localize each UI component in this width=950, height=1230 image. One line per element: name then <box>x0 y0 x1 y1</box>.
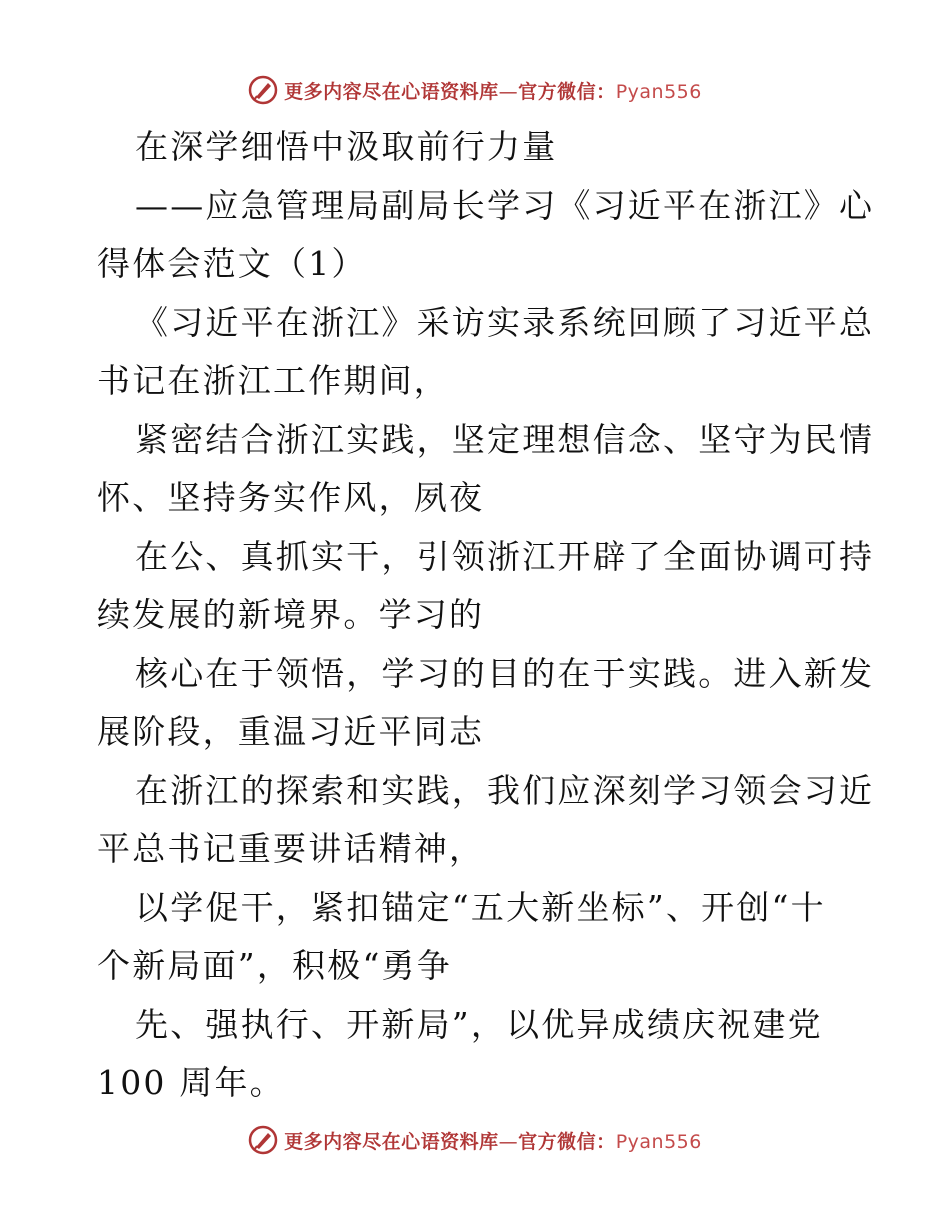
paragraph-line: 平总书记重要讲话精神， <box>97 829 485 868</box>
header-watermark <box>0 70 950 110</box>
paragraph-line: 在浙江的探索和实践，我们应深刻学习领会习近 <box>135 770 875 810</box>
watermark-official: 官方微信： <box>518 1130 616 1153</box>
watermark-main: 更多内容尽在心语资料库 <box>284 80 499 103</box>
paragraph-line: 《习近平在浙江》采访实录系统回顾了习近平总 <box>135 302 875 342</box>
paragraph-line: 书记在浙江工作期间， <box>97 361 449 400</box>
watermark-account: Pyan556 <box>615 1130 702 1153</box>
paragraph-line: 怀、坚持务实作风，夙夜 <box>97 478 485 517</box>
watermark-main: 更多内容尽在心语资料库 <box>284 1130 499 1153</box>
watermark-text <box>284 1127 702 1154</box>
watermark-separator: — <box>498 80 519 103</box>
paragraph-line: 以学促干，紧扣锚定“五大新坐标”、开创“十 <box>135 887 826 927</box>
document-body <box>97 118 875 1113</box>
quill-pen-circle-icon <box>248 1125 278 1155</box>
paragraph-line: 展阶段，重温习近平同志 <box>97 712 485 751</box>
document-subtitle-line: ——应急管理局副局长学习《习近平在浙江》心 <box>135 185 875 225</box>
footer-watermark <box>0 1120 950 1160</box>
watermark-separator: — <box>498 1130 519 1153</box>
document-subtitle-line: 得体会范文（1） <box>97 244 367 283</box>
paragraph-line: 核心在于领悟，学习的目的在于实践。进入新发 <box>135 653 875 693</box>
watermark-account: Pyan556 <box>615 80 702 103</box>
quill-pen-circle-icon <box>248 75 278 105</box>
watermark-official: 官方微信： <box>518 80 616 103</box>
paragraph-line: 100 周年。 <box>97 1063 285 1102</box>
document-title: 在深学细悟中汲取前行力量 <box>135 127 558 166</box>
paragraph-line: 续发展的新境界。学习的 <box>97 595 485 634</box>
paragraph-line: 个新局面”，积极“勇争 <box>97 946 452 985</box>
paragraph-line: 先、强执行、开新局”，以优异成绩庆祝建党 <box>135 1004 823 1044</box>
paragraph-line: 紧密结合浙江实践，坚定理想信念、坚守为民情 <box>135 419 875 459</box>
watermark-text <box>284 77 702 104</box>
paragraph-line: 在公、真抓实干，引领浙江开辟了全面协调可持 <box>135 536 875 576</box>
